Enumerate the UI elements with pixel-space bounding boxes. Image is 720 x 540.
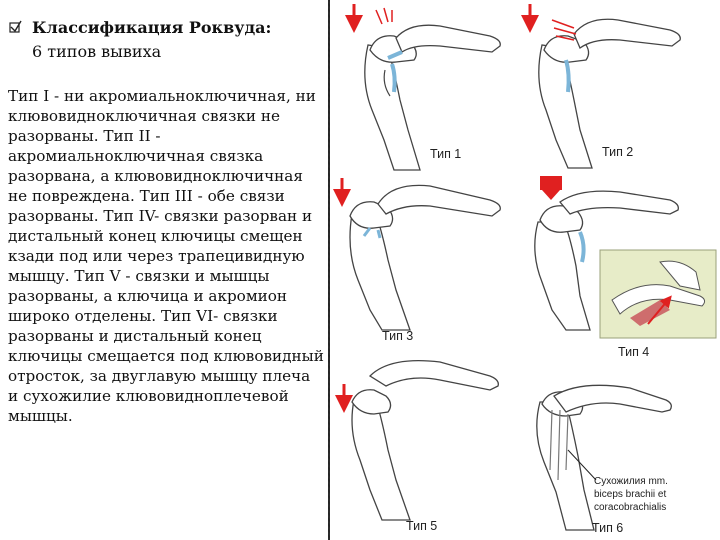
rockwood-figure [330, 0, 720, 540]
type3-illustration [350, 185, 500, 330]
type3-label: Тип 3 [382, 329, 414, 343]
slide-heading [32, 16, 322, 64]
heading-subtitle: 6 типов вывиха [32, 42, 162, 61]
text-panel [0, 0, 328, 540]
type5-label: Тип 5 [406, 519, 438, 533]
type2-stress-lines [552, 20, 574, 28]
type6-label: Тип 6 [592, 521, 624, 535]
type4-label: Тип 4 [618, 345, 650, 359]
tendon-note-line2: biceps brachii et [594, 489, 667, 500]
type5-illustration [352, 361, 498, 520]
type4-pressure-block [540, 176, 562, 190]
heading-title: Классификация Роквуда: [32, 18, 272, 37]
rockwood-illustration [330, 0, 720, 540]
checkbox-bullet-icon [8, 20, 22, 34]
type2-label: Тип 2 [602, 145, 634, 159]
type1-label: Тип 1 [430, 147, 462, 161]
tendon-note-line3: coracobrachialis [594, 502, 667, 513]
type1-stress-lines [376, 10, 382, 24]
body-text: Тип I - ни акромиальноключичная, ни клювовидноключичная связки не разорваны. Тип II - акромиальноключичная связка разорвана, а клювовидноключичная не повреждена. Тип III - обе связи разорваны. Тип IV- связки разорван и дистальный конец ключицы смещен кзади под или через трапецивидную мышцу. Тип V - связки и мышцы разорваны, а ключица и акромион широко отделены. Тип VI- связки разорваны и дистальный конец ключицы смещается под клювовидный отросток, за двуглавую мышцу плеча и сухожилие клювовидноплечевой мышцы. [8, 87, 324, 425]
tendon-note-line1: Сухожилия mm. [594, 476, 668, 487]
